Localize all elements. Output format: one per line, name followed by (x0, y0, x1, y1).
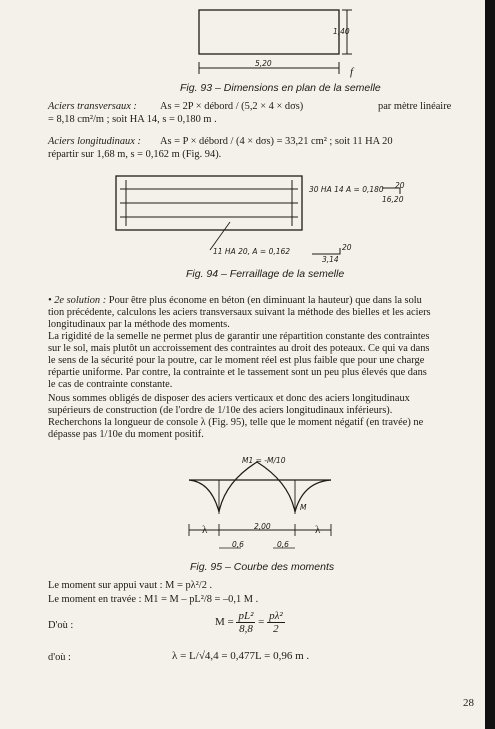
fig93-plan-drawing (185, 0, 365, 82)
eq-m-equals: M = (215, 616, 234, 629)
fig95-caption: Fig. 95 – Courbe des moments (190, 561, 335, 573)
fig93-height-dimension: 1,40 (333, 27, 350, 36)
eq-dou2-label: d'où : (48, 652, 71, 663)
aciers-transv-label: Aciers transversaux : (48, 101, 137, 112)
fig94-top-dim-b: 16,20 (382, 195, 404, 204)
solution-label: • 2e solution : (48, 295, 107, 306)
aciers-transv-line2: = 8,18 cm²/m ; soit HA 14, s = 0,180 m . (48, 114, 217, 125)
fig94-caption: Fig. 94 – Ferraillage de la semelle (186, 268, 345, 280)
fig93-load-label: f (350, 66, 354, 78)
body-line-10: supérieurs de construction (de l'ordre de 1/10e des aciers longitudinaux inférieurs). (48, 405, 393, 416)
fig93-width-dimension: 5,20 (255, 59, 272, 68)
page-number: 28 (463, 697, 474, 709)
aciers-long-line2: répartir sur 1,68 m, s = 0,162 m (Fig. 94). (48, 149, 222, 160)
fig95-m-label: M (300, 503, 307, 512)
fig95-moment-label: M1 = -M/10 (242, 456, 286, 465)
body-line-5: sur le sol, mais plutôt un accroissement des contraintes au droit des poteaux. Ce qui va dans (48, 343, 430, 354)
eq-equals: = (258, 616, 265, 629)
body-line-4: La rigidité de la semelle ne permet plus de garantir une répartition constante des contraintes (48, 331, 430, 342)
fig95-lambda-right: λ (315, 524, 321, 536)
eq-line-1: Le moment sur appui vaut : M = pλ²/2 . (48, 580, 213, 591)
body-line-8: le cas de contrainte constante. (48, 379, 173, 390)
body-line-7: répartie uniforme. Par contre, la contrainte et le tassement sont un peu plus élevés que dans (48, 367, 427, 378)
body-line-1 (48, 295, 422, 308)
fig95-sub-b: 0,6 (277, 540, 289, 549)
eq-lambda-result: λ = L/√4,4 = 0,477L = 0,96 m . (172, 650, 310, 662)
eq-fraction-2 (267, 610, 285, 635)
eq-line-2: Le moment en travée : M1 = M – pL²/8 = –0,1 M . (48, 594, 259, 605)
fig95-lambda-left: λ (202, 524, 208, 536)
fig94-bottom-dim-a: 20 (342, 243, 352, 252)
body-line-9: Nous sommes obligés de disposer des aciers verticaux et donc des aciers longitudinaux (48, 393, 410, 404)
body-line-1-text: Pour être plus économe en béton (en diminuant la hauteur) que dans la solu (106, 295, 422, 306)
fig94-bottom-label: 11 HA 20, A = 0,162 (213, 247, 291, 256)
fig95-moment-curve (185, 448, 335, 568)
aciers-long-label: Aciers longitudinaux : (48, 136, 141, 147)
fig94-top-label: 30 HA 14 A = 0,180 (309, 185, 384, 194)
eq-frac1-num: pL² (238, 610, 254, 622)
aciers-transv-formula: As = 2P × débord / (5,2 × 4 × dσs) (160, 101, 304, 112)
fig95-sub-a: 0,6 (232, 540, 244, 549)
fig94-bottom-dim-b: 3,14 (322, 255, 339, 264)
fig93-caption: Fig. 93 – Dimensions en plan de la semelle (180, 82, 381, 94)
body-line-2: tion précédente, calculons les aciers transversaux suivant la méthode des bielles et les aciers (48, 307, 431, 318)
eq-frac2-den: 2 (273, 623, 279, 635)
eq-fraction-1 (236, 610, 255, 635)
eq-frac1-den: 8,8 (239, 623, 253, 635)
body-line-12: dépasse pas 1/10e du moment positif. (48, 429, 204, 440)
page-edge-shadow (485, 0, 495, 729)
fig95-span: 2,00 (254, 522, 271, 531)
eq-fraction-row (215, 610, 285, 635)
eq-frac2-num: pλ² (269, 610, 283, 622)
eq-dou-label: D'où : (48, 620, 74, 631)
aciers-transv-tail: par mètre linéaire (378, 101, 452, 112)
body-line-11: Recherchons la longueur de console λ (Fig. 95), telle que le moment négatif (en travée) ne (48, 417, 424, 428)
body-line-6: le sens de la sécurité pour la poutre, car le moment réel est plus faible que pour une charge (48, 355, 425, 366)
body-line-3: longitudinaux par la méthode des moments. (48, 319, 230, 330)
fig94-top-dim-a: 20 (395, 181, 405, 190)
aciers-long-formula: As = P × débord / (4 × dσs) = 33,21 cm² ; soit 11 HA 20 (160, 136, 393, 147)
